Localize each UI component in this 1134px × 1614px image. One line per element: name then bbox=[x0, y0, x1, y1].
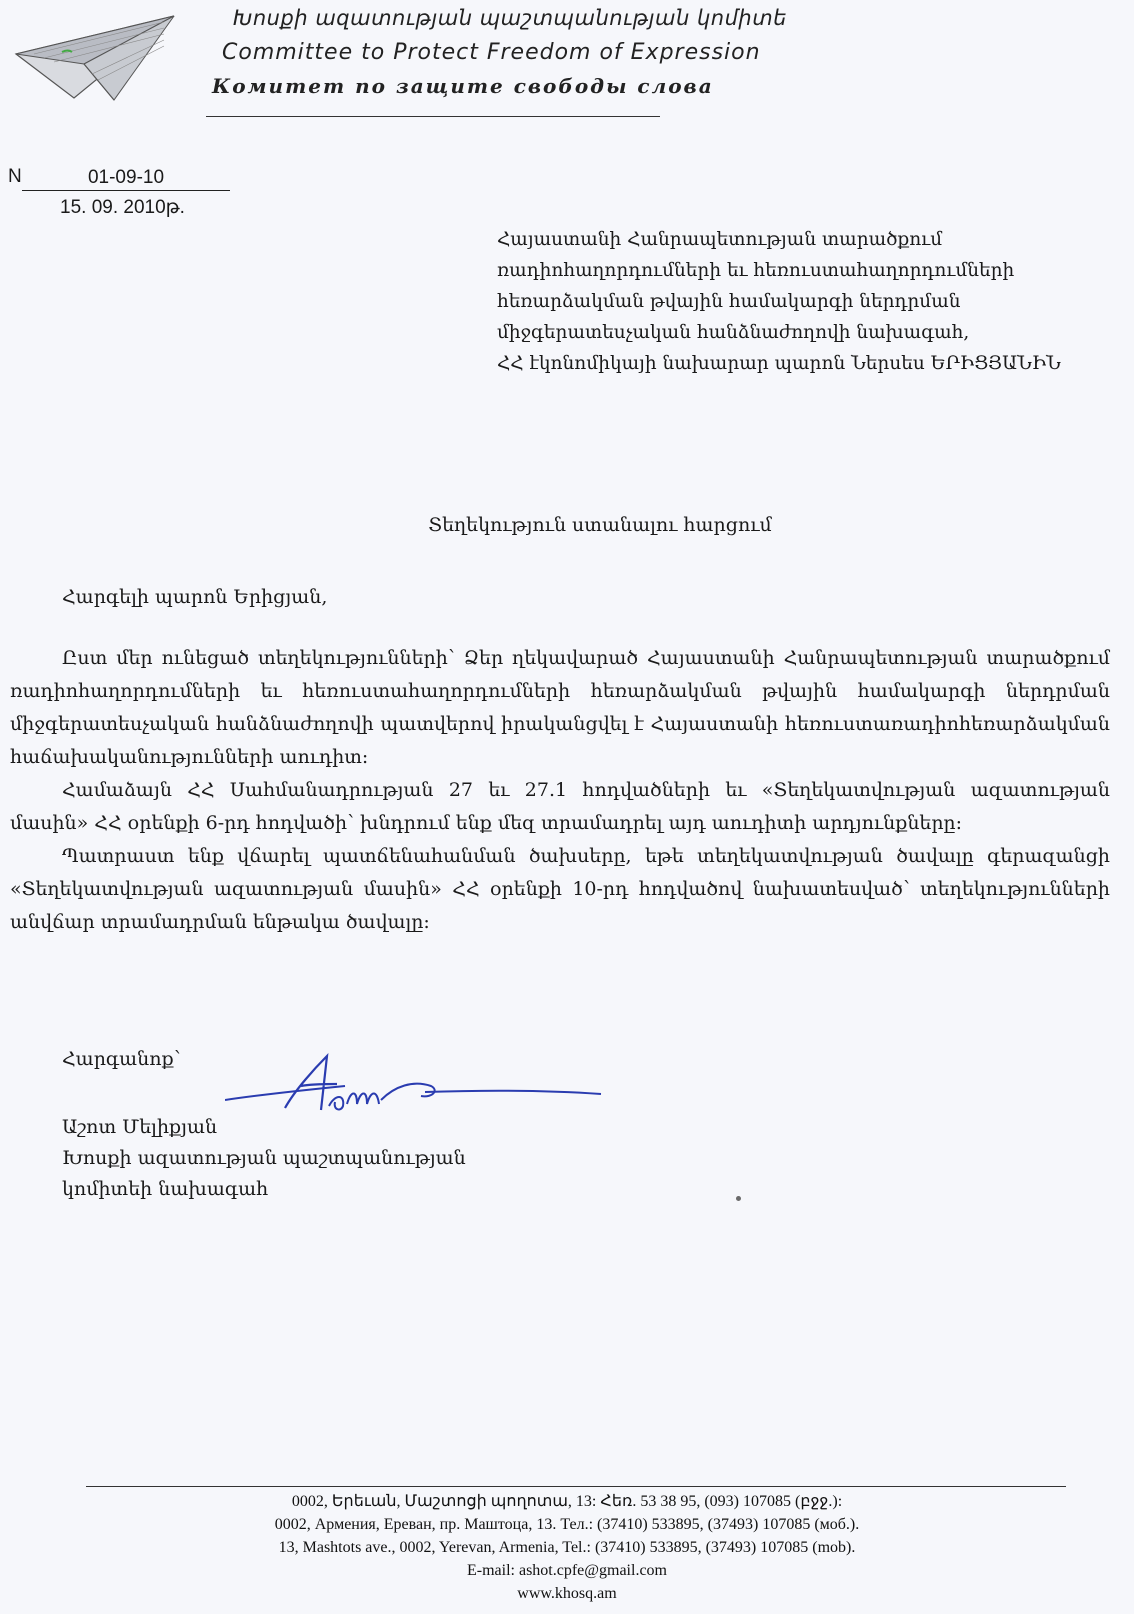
letterhead-name-russian: Комитет по защите свободы слова bbox=[212, 74, 714, 98]
letter-subject: Տեղեկություն ստանալու հարցում bbox=[428, 514, 772, 536]
footer-website[interactable]: www.khosq.am bbox=[517, 1585, 617, 1602]
footer-contacts bbox=[0, 1490, 1134, 1605]
signer-organization: Խոսքի ազատության պաշտպանության bbox=[62, 1147, 466, 1169]
addressee-line: ռադիոհաղորդումների եւ հեռուստահաղորդումների bbox=[497, 260, 1015, 281]
body-paragraph: Պատրաստ ենք վճարել պատճենահանման ծախսերը, եթե տեղեկատվության ծավալը գերազանցի «Տեղեկատվության ազատության մասին» ՀՀ օրենքի 10-րդ հոդվածով նախատեսված՝ տեղեկությունների անվճար տրամադրման ենթակա ծավալը: bbox=[10, 845, 1110, 933]
addressee-line: հեռարձակման թվային համակարգի ներդրման bbox=[497, 291, 961, 312]
letter-date: 15. 09. 2010թ. bbox=[60, 197, 185, 218]
reference-number-label: N bbox=[8, 166, 22, 187]
addressee-line: Հայաստանի Հանրապետության տարածքում bbox=[497, 229, 943, 250]
letterhead-name-armenian: Խոսքի ազատության պաշտպանության կոմիտե bbox=[233, 6, 787, 30]
addressee-line: ՀՀ էկոնոմիկայի նախարար պարոն Ներսես ԵՐԻՑՅԱՆԻՆ bbox=[497, 353, 1061, 374]
footer-address-armenian: 0002, Երեւան, Մաշտոցի պողոտա, 13: Հեռ. 53 38 95, (093) 107085 (բջջ.): bbox=[291, 1493, 843, 1510]
footer-address-english: 13, Mashtots ave., 0002, Yerevan, Armenia, Tel.: (37410) 533895, (37493) 107085 (mob). bbox=[278, 1539, 856, 1556]
scan-speck bbox=[736, 1196, 741, 1201]
signer-name: Աշոտ Մելիքյան bbox=[62, 1116, 218, 1138]
signer-title: կոմիտեի նախագահ bbox=[62, 1178, 269, 1200]
signer-block bbox=[62, 1112, 466, 1205]
footer-address-russian: 0002, Армения, Ереван, пр. Маштоца, 13. Тел.: (37410) 533895, (37493) 107085 (моб.). bbox=[274, 1516, 860, 1533]
paper-plane-logo bbox=[14, 14, 184, 104]
handwritten-signature bbox=[225, 1050, 625, 1120]
body-paragraph: Համաձայն ՀՀ Սահմանադրության 27 եւ 27.1 հոդվածների եւ «Տեղեկատվության ազատության մասին» ՀՀ օրենքի 6-րդ հոդվածի՝ խնդրում ենք մեզ տրամադրել այդ աուդիտի արդյունքները: bbox=[10, 779, 1110, 834]
addressee-block bbox=[497, 224, 1061, 379]
letter-body bbox=[10, 642, 1110, 939]
reference-number: 01-09-10 bbox=[22, 166, 230, 191]
footer-divider bbox=[86, 1486, 1066, 1487]
footer-email[interactable]: E-mail: ashot.cpfe@gmail.com bbox=[466, 1562, 667, 1579]
salutation: Հարգելի պարոն Երիցյան, bbox=[62, 586, 328, 608]
letterhead-name-english: Committee to Protect Freedom of Expression bbox=[222, 40, 761, 65]
addressee-line: միջգերատեսչական հանձնաժողովի նախագահ, bbox=[497, 322, 970, 343]
letterhead-divider bbox=[206, 116, 660, 117]
closing-phrase: Հարգանոք՝ bbox=[62, 1048, 181, 1070]
body-paragraph: Ըստ մեր ունեցած տեղեկությունների՝ Ձեր ղեկավարած Հայաստանի Հանրապետության տարածքում ռադիոհաղորդումների եւ հեռուստահաղորդումների հեռարձակման թվային համակարգի ներդրման միջգերատեսչական հանձնաժողովի պատվերով իրականցվել է Հայաստանի հեռուստառադիոհեռարձակման հաճախականությունների աուդիտ: bbox=[10, 647, 1110, 768]
